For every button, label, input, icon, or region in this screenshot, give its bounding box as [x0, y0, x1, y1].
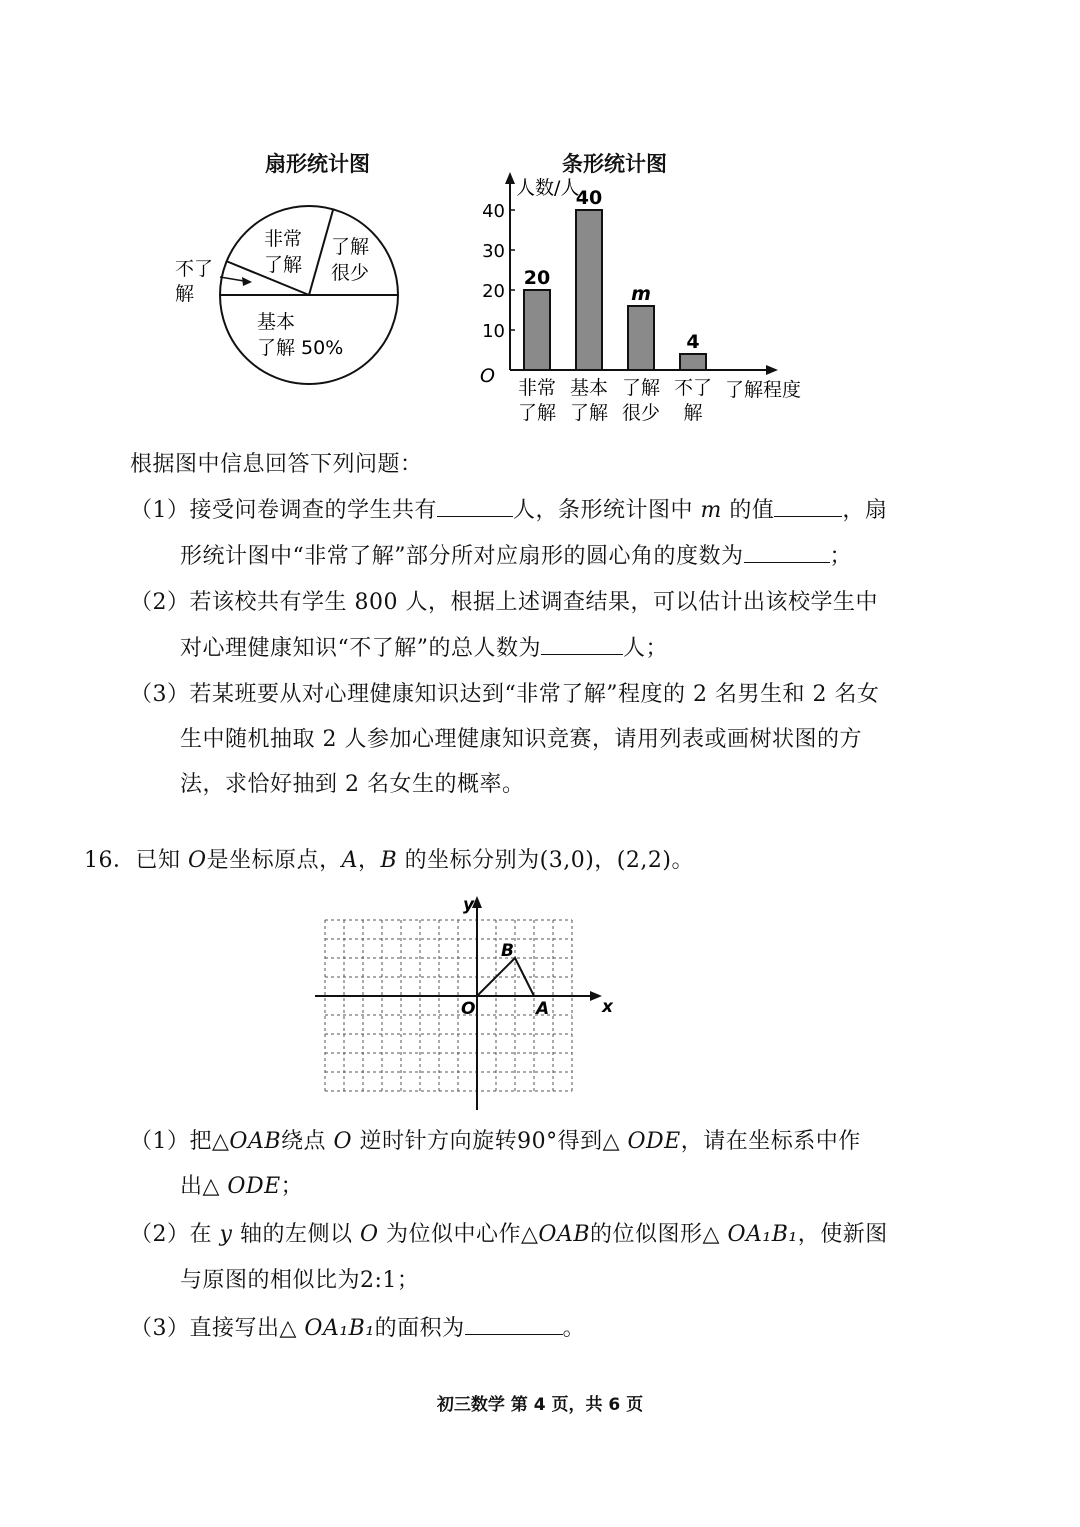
pie-label-very-1: 非常 [264, 228, 303, 250]
origin-label: O [461, 999, 476, 1019]
answer-blank-unaware[interactable] [541, 634, 623, 655]
q16-part2-line1: （2）在 y 轴的左侧以 O 为位似中心作△OAB的位似图形△ OA₁B₁，使新图 [130, 1222, 888, 1247]
x-axis-label: 了解程度 [725, 379, 802, 401]
q15-part3-line3: 法，求恰好抽到 2 名女生的概率。 [180, 772, 525, 797]
y-tick-label: 40 [482, 201, 505, 222]
q16-part3: （3）直接写出△ OA₁B₁的面积为 。 [130, 1316, 586, 1341]
bar-1 [576, 210, 602, 370]
pie-label-none-2: 解 [175, 283, 195, 305]
q15-part1-line2: 形统计图中“非常了解”部分所对应扇形的圆心角的度数为 ； [180, 544, 853, 569]
pie-chart [160, 195, 420, 395]
origin-label: O [480, 365, 495, 387]
bar-value-label-0: 20 [523, 267, 551, 289]
category-label-1-line1: 基本 [569, 377, 609, 399]
q15-part2-line2: 对心理健康知识“不了解”的总人数为 人； [180, 636, 669, 661]
pie-label-little-2: 很少 [331, 262, 370, 284]
q16-part2-line2: 与原图的相似比为2:1； [180, 1268, 420, 1293]
bar-value-label-3: 4 [686, 331, 700, 353]
q15-part1-line1: （1）接受问卷调查的学生共有 人，条形统计图中 m 的值 ，扇 [130, 498, 888, 523]
answer-blank-m[interactable] [774, 496, 842, 517]
coordinate-grid[interactable] [305, 890, 615, 1110]
y-tick-label: 10 [482, 321, 505, 342]
q16-stem: 16．已知 O是坐标原点，A，B 的坐标分别为(3,0)，(2,2)。 [84, 848, 694, 873]
bar-3 [680, 354, 706, 370]
x-axis-arrow [590, 991, 602, 1001]
answer-blank-total[interactable] [437, 496, 513, 517]
answer-blank-angle[interactable] [744, 542, 830, 563]
y-axis-label: 人数/人 [516, 177, 580, 199]
pie-label-basic-2: 了解 50% [257, 337, 344, 359]
x-axis-label: x [602, 997, 613, 1017]
bar-2 [628, 306, 654, 370]
point-a-label: A [536, 999, 550, 1019]
bar-value-label-2: m [631, 283, 651, 305]
pie-label-little-1: 了解 [331, 236, 370, 258]
q15-part3-line1: （3）若某班要从对心理健康知识达到“非常了解”程度的 2 名男生和 2 名女 [130, 682, 880, 707]
y-axis-arrow [505, 172, 515, 184]
answer-blank-area[interactable] [465, 1314, 563, 1335]
x-axis-arrow [766, 365, 778, 375]
y-tick-label: 30 [482, 241, 505, 262]
q15-intro: 根据图中信息回答下列问题： [130, 452, 423, 477]
y-tick-label: 20 [482, 281, 505, 302]
bar-chart [470, 170, 830, 430]
q16-part1-line2: 出△ ODE； [180, 1174, 304, 1199]
pie-divider-little [309, 210, 333, 295]
pie-label-none-1: 不了 [175, 258, 214, 280]
pie-arrow-head [242, 277, 252, 286]
category-label-2-line1: 了解 [621, 377, 661, 399]
category-label-3-line2: 解 [683, 402, 703, 424]
category-label-2-line2: 很少 [621, 402, 661, 424]
bar-value-label-1: 40 [575, 187, 603, 209]
y-axis-label: y [463, 895, 475, 915]
pie-label-very-2: 了解 [264, 254, 303, 276]
category-label-0-line1: 非常 [517, 377, 557, 399]
q15-part3-line2: 生中随机抽取 2 人参加心理健康知识竞赛，请用列表或画树状图的方 [180, 727, 862, 752]
page-footer: 初三数学 第 4 页，共 6 页 [436, 1395, 644, 1415]
bar-0 [524, 290, 550, 370]
q16-part1-line1: （1）把△OAB绕点 O 逆时针方向旋转90°得到△ ODE，请在坐标系中作 [130, 1129, 861, 1154]
pie-chart-title: 扇形统计图 [265, 152, 370, 176]
bar-chart-title: 条形统计图 [562, 152, 667, 176]
category-label-0-line2: 了解 [517, 402, 557, 424]
q15-part2-line1: （2）若该校共有学生 800 人，根据上述调查结果，可以估计出该校学生中 [130, 590, 878, 615]
point-b-label: B [501, 941, 514, 961]
category-label-3-line1: 不了 [673, 377, 713, 399]
pie-label-basic-1: 基本 [257, 311, 296, 333]
category-label-1-line2: 了解 [569, 402, 609, 424]
